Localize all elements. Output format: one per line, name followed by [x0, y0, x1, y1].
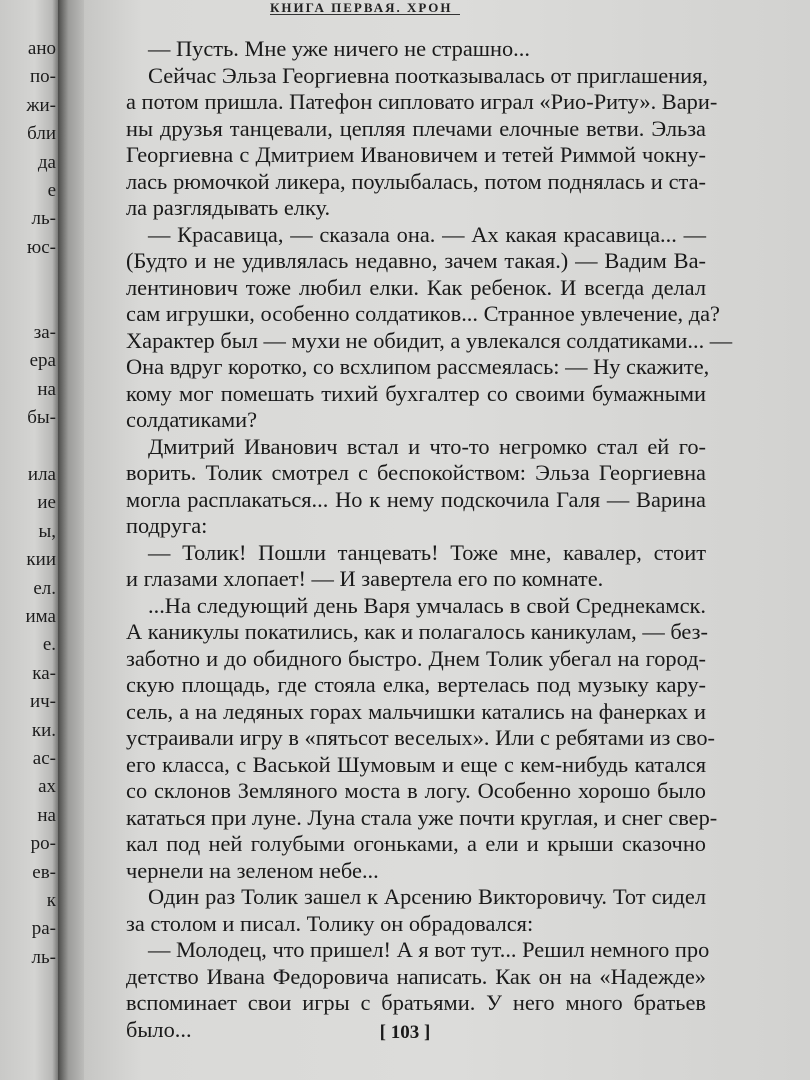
left-page-fragment: ка-: [32, 662, 56, 684]
text-line: Георгиевна с Дмитрием Ивановичем и тетей Риммой чокну-: [126, 142, 706, 167]
left-page-fragment: ера: [29, 350, 56, 372]
left-page-fragment: кии: [26, 549, 56, 571]
text-line: скую площадь, где стояла елка, вертелась под музыку кару-: [126, 672, 706, 697]
left-page-fragment: ие: [37, 492, 56, 514]
text-line: — Пусть. Мне уже ничего не страшно...: [148, 36, 530, 61]
text-line: подруга:: [126, 513, 208, 538]
left-page-fragment: ано: [27, 38, 56, 59]
text-line: его класса, с Васькой Шумовым и еще с кем-нибудь катался: [126, 751, 706, 777]
left-page-fragment: по-: [30, 66, 56, 88]
text-line: а потом пришла. Патефон сипловато играл «Рио-Риту». Вари-: [126, 89, 718, 114]
left-page-fragment: ах: [38, 776, 56, 798]
text-line: солдатиками?: [126, 407, 258, 432]
text-line: кататься при луне. Луна стала уже почти круглая, и снег свер-: [126, 804, 718, 830]
left-page-fragment: на: [37, 378, 56, 400]
running-header: КНИГА ПЕРВАЯ. ХРОН: [270, 0, 460, 15]
text-line: (Будто и не удивлялась недавно, зачем такая.) — Вадим Ва-: [126, 248, 706, 273]
left-page-fragment: за-: [33, 322, 56, 343]
text-line: Она вдруг коротко, со всхлипом рассмеялась: — Ну скажите,: [126, 354, 710, 379]
text-line: сам игрушки, особенно солдатиков... Странное увлечение, да?: [126, 301, 720, 326]
left-page-fragment: ль-: [31, 946, 56, 968]
left-page-fragment: е.: [42, 634, 56, 656]
left-page-fragment: е: [47, 180, 56, 201]
text-line: и глазами хлопает! — И завертела его по комнате.: [126, 566, 604, 591]
text-line: ...На следующий день Варя умчалась в свой Среднекамск.: [148, 592, 706, 618]
left-page-fragment: ки.: [31, 719, 56, 741]
text-line: А каникулы покатились, как и полагалось каникулам, — без-: [126, 619, 708, 644]
text-line: могла расплакаться... Но к нему подскочила Галя — Варина: [126, 486, 706, 512]
left-page-fragment: да: [37, 151, 56, 173]
left-page-fragment: ра-: [31, 918, 56, 940]
text-line: Характер был — мухи не обидит, а увлекался солдатиками... —: [126, 327, 733, 353]
page-number: [ 103 ]: [379, 1022, 431, 1043]
left-page-fragment: жи-: [26, 94, 56, 116]
left-page-fragment: ас-: [32, 748, 56, 769]
text-line: — Молодец, что пришел! А я вот тут... Решил немного про: [148, 937, 710, 962]
text-line: сель, а на ледяных горах мальчишки катались на фанерках и: [126, 698, 706, 724]
text-line: лась рюмочкой ликера, поулыбалась, потом поднялась и ста-: [126, 168, 706, 194]
left-page-fragment: бы-: [27, 407, 56, 429]
text-line: Дмитрий Иванович встал и что-то негромко стал ей го-: [148, 433, 706, 459]
left-page-edge: [0, 0, 58, 1080]
text-line: со склонов Земляного моста в логу. Особенно хорошо было: [126, 778, 706, 803]
left-page-fragment: ич-: [29, 691, 56, 713]
page-body: [126, 36, 733, 1043]
text-line: было...: [126, 1016, 192, 1042]
left-page-fragment: ы,: [38, 520, 56, 542]
text-line: чернели на зеленом небе...: [126, 857, 379, 883]
left-page-fragment: има: [25, 606, 56, 627]
text-line: ворить. Толик смотрел с беспокойством: Эльза Георгиевна: [126, 460, 706, 485]
text-line: ны друзья танцевали, цепляя плечами елочные ветви. Эльза: [126, 115, 706, 141]
text-line: Сейчас Эльза Георгиевна поотказывалась от приглашения,: [148, 62, 709, 88]
text-line: детство Ивана Федоровича написать. Как он на «Надежде»: [126, 963, 706, 989]
left-page-fragment: ев-: [32, 861, 56, 883]
left-page-fragment: ль-: [31, 208, 56, 230]
text-line: заботно и до обидного быстро. Днем Толик убегал на город-: [126, 645, 706, 671]
text-line: ла разглядывать елку.: [126, 195, 331, 220]
text-line: Один раз Толик зашел к Арсению Викторовичу. Тот сидел: [148, 884, 706, 909]
text-line: вспоминает свои игры с братьями. У него много братьев: [126, 990, 706, 1015]
left-page-fragment: к: [46, 890, 56, 911]
text-line: кал под ней голубыми огоньками, а ели и крыши сказочно: [126, 831, 706, 856]
text-line: устраивали игру в «пятьсот веселых». Или с ребятами из сво-: [126, 725, 715, 750]
left-page-fragment: бли: [27, 123, 56, 145]
text-line: за столом и писал. Толику он обрадовался:: [126, 910, 534, 936]
left-page-fragment: ел.: [33, 577, 56, 599]
text-line: — Толик! Пошли танцевать! Тоже мне, кавалер, стоит: [148, 539, 706, 565]
text-line: кому мог помешать тихий бухгалтер со своими бумажными: [126, 380, 706, 406]
text-line: — Красавица, — сказала она. — Ах какая красавица... —: [148, 221, 706, 247]
left-page-fragment: ила: [27, 464, 56, 485]
left-page-fragment: ро-: [30, 833, 56, 855]
left-page-fragment: на: [37, 804, 56, 826]
left-page-fragment: юс-: [27, 236, 56, 258]
text-line: лентинович тоже любил елки. Как ребенок. И всегда делал: [126, 274, 706, 300]
